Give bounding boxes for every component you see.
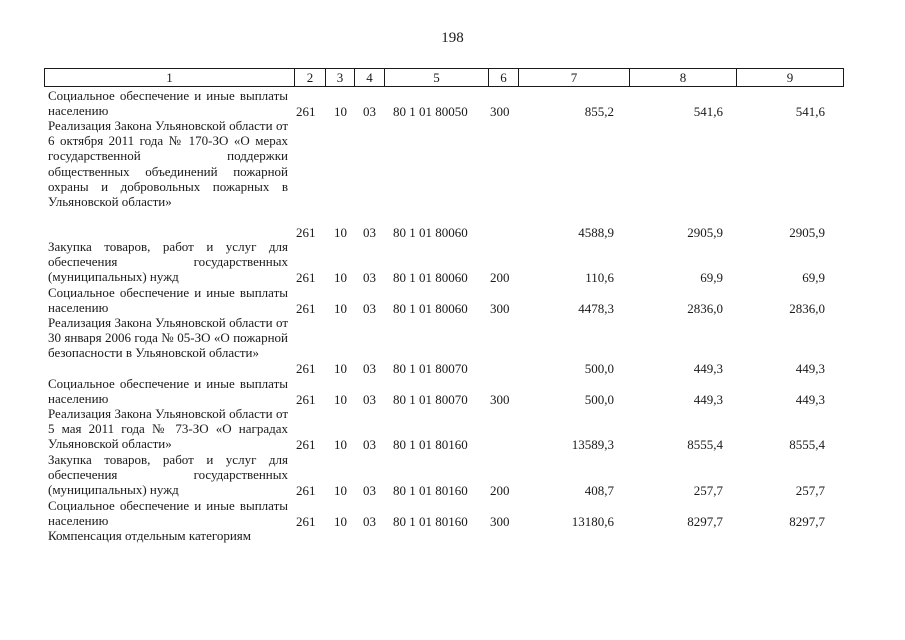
row-target: 80 1 01 80160 xyxy=(393,437,468,452)
row-subsection: 03 xyxy=(363,392,376,407)
header-cell-7: 7 xyxy=(519,69,630,86)
row-value-2: 541,6 xyxy=(693,104,723,119)
row-section: 10 xyxy=(334,270,347,285)
row-value-1: 500,0 xyxy=(584,392,614,407)
row-target: 80 1 01 80050 xyxy=(393,104,468,119)
row-value-3: 449,3 xyxy=(795,361,825,376)
header-cell-5: 5 xyxy=(385,69,489,86)
row-code: 261 xyxy=(296,437,316,452)
table-row xyxy=(0,88,905,118)
header-cell-6: 6 xyxy=(489,69,519,86)
row-subsection: 03 xyxy=(363,361,376,376)
row-kind: 300 xyxy=(490,514,510,529)
row-kind: 300 xyxy=(490,301,510,316)
row-section: 10 xyxy=(334,361,347,376)
table-row xyxy=(0,406,905,452)
row-target: 80 1 01 80060 xyxy=(393,270,468,285)
row-section: 10 xyxy=(334,301,347,316)
row-value-3: 449,3 xyxy=(795,392,825,407)
row-subsection: 03 xyxy=(363,104,376,119)
row-target: 80 1 01 80160 xyxy=(393,483,468,498)
row-description: Социальное обеспечение и иные выплаты населению xyxy=(48,498,288,529)
row-value-1: 13589,3 xyxy=(571,437,614,452)
table-row xyxy=(0,376,905,406)
row-value-2: 257,7 xyxy=(693,483,723,498)
row-code: 261 xyxy=(296,483,316,498)
header-cell-1: 1 xyxy=(45,69,295,86)
row-code: 261 xyxy=(296,104,316,119)
row-value-3: 8555,4 xyxy=(789,437,825,452)
table-row xyxy=(0,285,905,315)
row-code: 261 xyxy=(296,514,316,529)
row-value-3: 257,7 xyxy=(795,483,825,498)
header-cell-4: 4 xyxy=(355,69,385,86)
table-row xyxy=(0,498,905,528)
row-code: 261 xyxy=(296,301,316,316)
row-section: 10 xyxy=(334,104,347,119)
row-description: Реализация Закона Ульяновской области от 6 октября 2011 года № 170-ЗО «О мерах государственной поддержки общественных объединений пожарной охраны и добровольных пожарных в Ульяновской области» xyxy=(48,118,288,210)
header-cell-3: 3 xyxy=(326,69,355,86)
row-value-2: 8297,7 xyxy=(687,514,723,529)
row-code: 261 xyxy=(296,270,316,285)
row-value-2: 449,3 xyxy=(693,392,723,407)
row-value-3: 2836,0 xyxy=(789,301,825,316)
row-description: Компенсация отдельным категориям xyxy=(48,528,252,543)
row-value-3: 8297,7 xyxy=(789,514,825,529)
row-description: Закупка товаров, работ и услуг для обеспечения государственных (муниципальных) нужд xyxy=(48,239,288,285)
row-kind: 200 xyxy=(490,483,510,498)
table-row xyxy=(0,452,905,498)
row-description: Закупка товаров, работ и услуг для обеспечения государственных (муниципальных) нужд xyxy=(48,452,288,498)
row-target: 80 1 01 80060 xyxy=(393,301,468,316)
table-row xyxy=(0,239,905,285)
row-subsection: 03 xyxy=(363,225,376,240)
row-section: 10 xyxy=(334,437,347,452)
row-kind: 300 xyxy=(490,392,510,407)
row-value-1: 4588,9 xyxy=(578,225,614,240)
row-value-1: 110,6 xyxy=(585,270,614,285)
row-value-2: 8555,4 xyxy=(687,437,723,452)
row-section: 10 xyxy=(334,392,347,407)
row-code: 261 xyxy=(296,225,316,240)
row-value-2: 449,3 xyxy=(693,361,723,376)
row-section: 10 xyxy=(334,483,347,498)
row-description: Социальное обеспечение и иные выплаты населению xyxy=(48,285,288,316)
table-header xyxy=(44,68,844,87)
table-row xyxy=(0,528,905,544)
table-body xyxy=(0,88,905,544)
row-subsection: 03 xyxy=(363,514,376,529)
row-value-1: 500,0 xyxy=(584,361,614,376)
row-value-2: 2836,0 xyxy=(687,301,723,316)
row-value-3: 69,9 xyxy=(802,270,825,285)
row-value-2: 2905,9 xyxy=(687,225,723,240)
row-target: 80 1 01 80160 xyxy=(393,514,468,529)
row-value-1: 408,7 xyxy=(584,483,614,498)
row-section: 10 xyxy=(334,514,347,529)
row-code: 261 xyxy=(296,392,316,407)
row-value-2: 69,9 xyxy=(700,270,723,285)
row-description: Социальное обеспечение и иные выплаты населению xyxy=(48,88,288,119)
page-number: 198 xyxy=(441,30,464,46)
row-subsection: 03 xyxy=(363,270,376,285)
row-subsection: 03 xyxy=(363,301,376,316)
row-value-1: 13180,6 xyxy=(571,514,614,529)
row-target: 80 1 01 80070 xyxy=(393,361,468,376)
row-value-3: 2905,9 xyxy=(789,225,825,240)
row-description: Реализация Закона Ульяновской области от 5 мая 2011 года № 73-ЗО «О наградах Ульяновской области» xyxy=(48,406,288,452)
row-description: Реализация Закона Ульяновской области от 30 января 2006 года № 05-ЗО «О пожарной безопасности в Ульяновской области» xyxy=(48,315,288,361)
row-value-3: 541,6 xyxy=(795,104,825,119)
header-cell-9: 9 xyxy=(786,70,794,85)
row-code: 261 xyxy=(296,361,316,376)
row-value-1: 855,2 xyxy=(584,104,614,119)
table-row xyxy=(0,315,905,376)
row-section: 10 xyxy=(334,225,347,240)
row-kind: 200 xyxy=(490,270,510,285)
row-target: 80 1 01 80060 xyxy=(393,225,468,240)
row-value-1: 4478,3 xyxy=(578,301,614,316)
row-description: Социальное обеспечение и иные выплаты населению xyxy=(48,376,288,407)
header-cell-2: 2 xyxy=(295,69,326,86)
table-row xyxy=(0,118,905,239)
row-subsection: 03 xyxy=(363,437,376,452)
row-kind: 300 xyxy=(490,104,510,119)
row-subsection: 03 xyxy=(363,483,376,498)
row-target: 80 1 01 80070 xyxy=(393,392,468,407)
header-cell-8: 8 xyxy=(630,69,737,86)
